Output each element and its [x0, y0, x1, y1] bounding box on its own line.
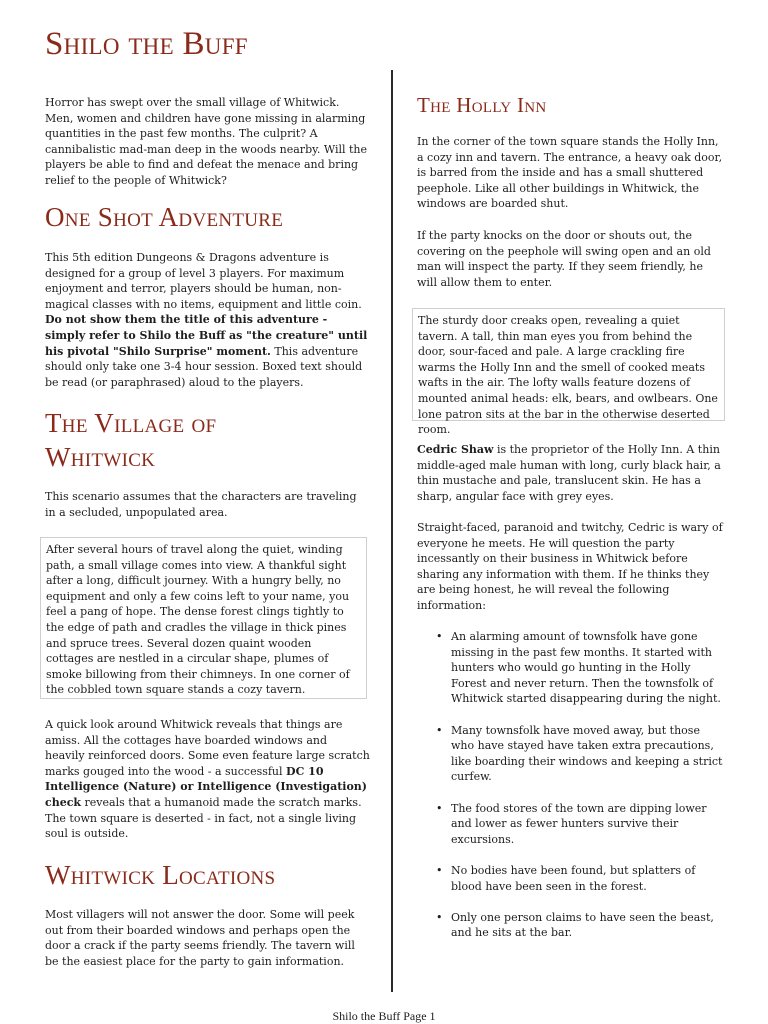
holly-inn-paragraph-2: If the party knocks on the door or shouts out, the covering on the peephole will swing open and an old man will inspect the party. If they seem friendly, he will allow them to enter.: [417, 229, 711, 289]
read-aloud-box-tavern: The sturdy door creaks open, revealing a quiet tavern. A tall, thin man eyes you from behind the door, sour-faced and pale. A large crackling fire warms the Holly Inn and the smell of cooked meats wafts in the air. The lofty walls feature dozens of mounted animal heads: elk, bears, and owlbears. One lone patron sits at the bar in the otherwise deserted room.: [412, 308, 725, 421]
bullet-dot-icon: •: [436, 910, 443, 924]
heading-village-line-2: Whitwick: [45, 442, 156, 472]
bullet-text: Many townsfolk have moved away, but those who have stayed have taken extra precautions, like boarding their windows and keeping a strict curfew.: [451, 723, 723, 784]
bullet-text: Only one person claims to have seen the beast, and he sits at the bar.: [451, 910, 714, 940]
heading-holly-inn: The Holly Inn: [417, 93, 547, 117]
one-shot-bold-warning: Do not show them the title of this adventure - simply refer to Shilo the Buff as "the creature" until his pivotal "Shilo Surprise" moment.: [45, 313, 368, 358]
intro-paragraph: Horror has swept over the small village of Whitwick. Men, women and children have gone missing in alarming quantities in the past few months. The culprit? A cannibalistic mad-man deep in the woods nearby. Will the players be able to find and defeat the menace and bring relief to the people of Whitwick?: [45, 96, 368, 187]
information-bullet-list: [417, 629, 723, 956]
bullet-text: The food stores of the town are dipping lower and lower as fewer hunters survive their excursions.: [451, 801, 707, 846]
bullet-dot-icon: •: [436, 801, 443, 815]
holly-inn-paragraph-1: In the corner of the town square stands the Holly Inn, a cozy inn and tavern. The entrance, a heavy oak door, is barred from the inside and has a small shuttered peephole. Like all other buildings in Whitwick, the windows are boarded shut.: [417, 135, 723, 211]
column-divider: [391, 70, 393, 992]
one-shot-text-2: This adventure should only take one 3-4 hour session. Boxed text should be read (or paraphrased) aloud to the players.: [45, 344, 363, 389]
bullet-item: [417, 723, 723, 785]
bullet-item: [417, 863, 723, 894]
bullet-dot-icon: •: [436, 863, 443, 877]
village-paragraph: This scenario assumes that the characters are traveling in a secluded, unpopulated area.: [45, 490, 357, 519]
heading-whitwick-locations: Whitwick Locations: [45, 860, 276, 890]
one-shot-text-1: This 5th edition Dungeons & Dragons adventure is designed for a group of level 3 players. For maximum enjoyment and terror, players should be human, non-magical classes with no items, equipment and little coin.: [45, 251, 362, 311]
bullet-text: No bodies have been found, but splatters of blood have been seen in the forest.: [451, 863, 696, 893]
one-shot-paragraph: [45, 250, 370, 390]
locations-paragraph: Most villagers will not answer the door. Some will peek out from their boarded windows and perhaps open the door a crack if the party seems friendly. The tavern will be the easiest place for the party to gain information.: [45, 908, 355, 968]
cedric-name-bold: Cedric Shaw: [417, 443, 494, 456]
heading-village-line-1: The Village of: [45, 408, 217, 438]
heading-one-shot-adventure: One Shot Adventure: [45, 202, 284, 232]
cedric-description: is the proprietor of the Holly Inn. A thin middle-aged male human with long, curly black hair, a thin mustache and pale, translucent skin. He has a sharp, angular face with grey eyes.: [417, 443, 721, 503]
cedric-behavior-paragraph: Straight-faced, paranoid and twitchy, Cedric is wary of everyone he meets. He will question the party incessantly on their business in Whitwick before sharing any information with them. If he thinks they are being honest, he will reveal the following information:: [417, 521, 723, 612]
bullet-item: [417, 910, 723, 941]
bullet-item: [417, 629, 723, 707]
bullet-item: [417, 801, 723, 848]
look-around-paragraph: [45, 717, 370, 842]
read-aloud-box-village: After several hours of travel along the quiet, winding path, a small village comes into view. A thankful sight after a long, difficult journey. With a hungry belly, no equipment and only a few coins left to your name, you feel a pang of hope. The dense forest clings tightly to the edge of path and cradles the village in thick pines and spruce trees. Several dozen quaint wooden cottages are nestled in a circular shape, plumes of smoke billowing from their chimneys. In one corner of the cobbled town square stands a cozy tavern.: [40, 537, 367, 699]
bullet-dot-icon: •: [436, 723, 443, 737]
skill-check-bold: DC 10 Intelligence (Nature) or Intelligence (Investigation) check: [45, 764, 368, 809]
look-text-2: reveals that a humanoid made the scratch marks. The town square is deserted - in fact, not a single living soul is outside.: [45, 795, 362, 841]
cedric-paragraph: [417, 442, 723, 504]
document-title: Shilo the Buff: [45, 26, 248, 62]
look-text-1: A quick look around Whitwick reveals that things are amiss. All the cottages have boarded windows and heavily reinforced doors. Some even feature large scratch marks gouged into the wood - a successful: [45, 718, 370, 778]
bullet-dot-icon: •: [436, 630, 443, 643]
page-footer: Shilo the Buff Page 1: [332, 1009, 436, 1023]
bullet-text: An alarming amount of townsfolk have gone missing in the past few months. It started with hunters who would go hunting in the Holly Forest and never return. Then the townsfolk of Whitwick started disappearing during the night.: [451, 630, 721, 706]
